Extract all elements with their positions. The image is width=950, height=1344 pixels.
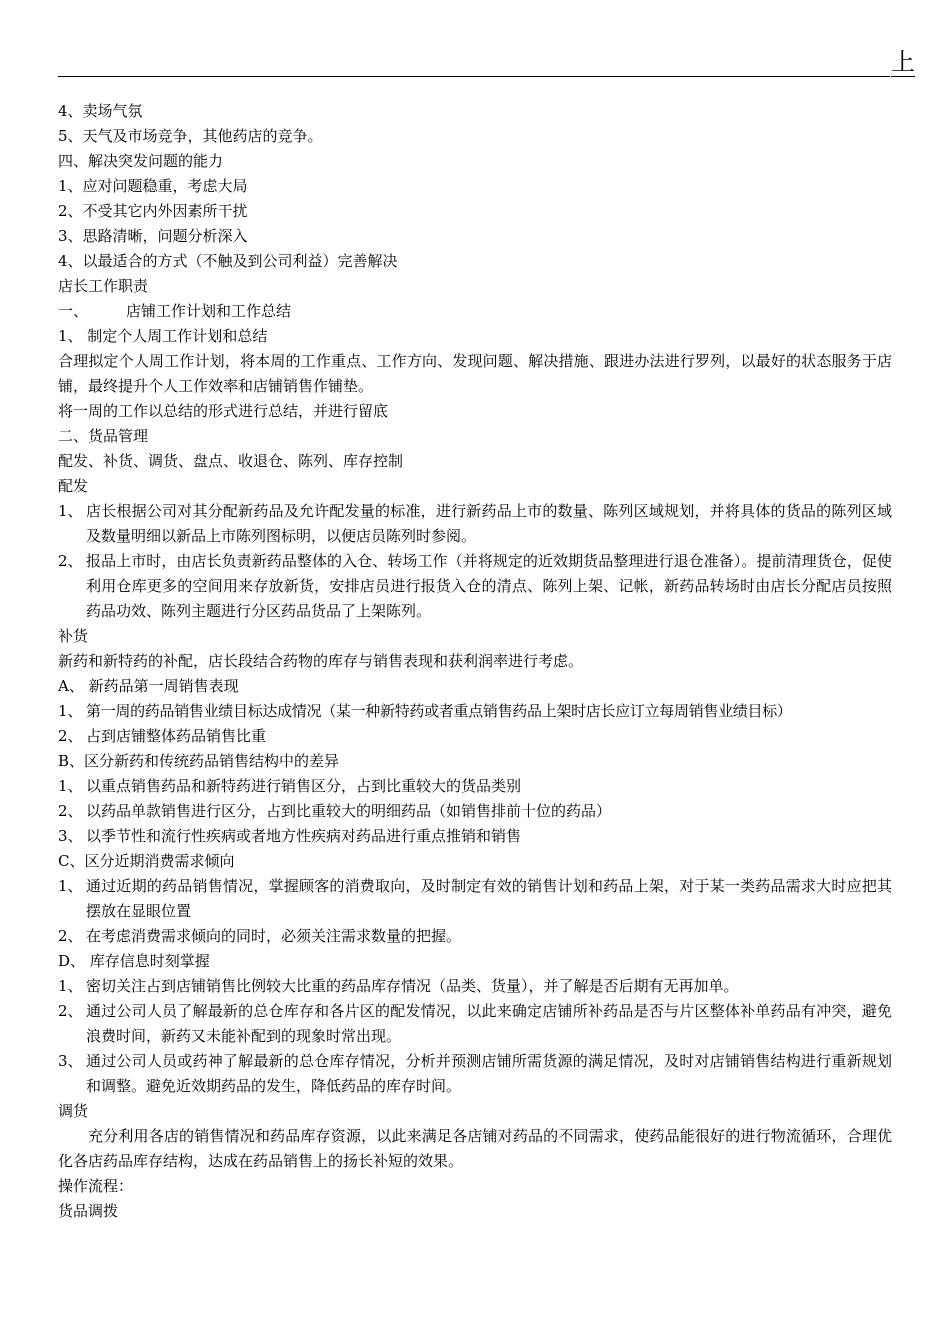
list-item <box>58 1049 892 1099</box>
list-item <box>58 499 892 549</box>
subheading: 配发 <box>58 477 89 495</box>
list-number: 2、 <box>58 927 83 945</box>
paragraph: 充分利用各店的销售情况和药品库存资源，以此来满足各店铺对药品的不同需求，使药品能很好的进行物流循环，合理优化各店药品库存结构，达成在药品销售上的扬长补短的效果。 <box>58 1127 892 1170</box>
heading-number: 一、 <box>58 302 89 320</box>
subheading: C、区分近期消费需求倾向 <box>58 852 235 870</box>
list-number: 3、 <box>58 1052 83 1070</box>
list-text: 报品上市时，由店长负责新药品整体的入仓、转场工作（并将规定的近效期货品整理进行退仓准备）。提前清理货仓，促使利用仓库更多的空间用来存放新货，安排店员进行报货入仓的清点、陈列上架、记帐，新药品转场时由店长分配店员按照药品功效、陈列主题进行分区药品货品了上架陈列。 <box>86 552 892 620</box>
list-number: 1、 <box>58 702 83 720</box>
header-rule <box>58 76 890 77</box>
text-line: 将一周的工作以总结的形式进行总结，并进行留底 <box>58 402 389 420</box>
list-number: 2、 <box>58 727 83 745</box>
list-number: 1、 <box>58 502 83 520</box>
list-text: 通过近期的药品销售情况，掌握顾客的消费取向，及时制定有效的销售计划和药品上架，对于某一类药品需求大时应把其摆放在显眼位置 <box>86 877 892 920</box>
list-item <box>58 724 892 749</box>
subheading: 调货 <box>58 1102 89 1120</box>
section-heading: 店长工作职责 <box>58 277 149 295</box>
subheading: B、区分新药和传统药品销售结构中的差异 <box>58 752 340 770</box>
list-text: 密切关注占到店铺销售比例较大比重的药品库存情况（品类、货量），并了解是否后期有无再加单。 <box>86 977 739 995</box>
list-text: 以重点销售药品和新特药进行销售区分，占到比重较大的货品类别 <box>86 777 522 795</box>
text-line: 3、思路清晰，问题分析深入 <box>58 227 248 245</box>
list-item <box>58 999 892 1049</box>
list-text: 通过公司人员或药神了解最新的总仓库存情况，分析并预测店铺所需货源的满足情况，及时对店铺销售结构进行重新规划和调整。避免近效期药品的发生，降低药品的库存时间。 <box>86 1052 892 1095</box>
subheading: A、 新药品第一周销售表现 <box>58 677 239 695</box>
list-text: 店长根据公司对其分配新药品及允许配发量的标准，进行新药品上市的数量、陈列区域规划，并将具体的货品的陈列区域及数量明细以新品上市陈列图标明，以便店员陈列时参阅。 <box>86 502 892 545</box>
text-line: 5、天气及市场竞争，其他药店的竞争。 <box>58 127 323 145</box>
subheading: 补货 <box>58 627 89 645</box>
list-number: 3、 <box>58 827 83 845</box>
text-line: 2、不受其它内外因素所干扰 <box>58 202 248 220</box>
list-item <box>58 974 892 999</box>
list-text: 以季节性和流行性疾病或者地方性疾病对药品进行重点推销和销售 <box>86 827 522 845</box>
list-number: 1、 <box>58 777 83 795</box>
list-item <box>58 824 892 849</box>
list-number: 1、 <box>58 877 83 895</box>
list-item <box>58 799 892 824</box>
list-text: 占到店铺整体药品销售比重 <box>86 727 267 745</box>
subheading: D、 库存信息时刻掌握 <box>58 952 210 970</box>
text-line: 配发、补货、调货、盘点、收退仓、陈列、库存控制 <box>58 452 404 470</box>
section-heading: 四、解决突发问题的能力 <box>58 152 224 170</box>
list-text: 通过公司人员了解最新的总仓库存和各片区的配发情况，以此来确定店铺所补药品是否与片区整体补单药品有冲突，避免浪费时间，新药又未能补配到的现象时常出现。 <box>86 1002 892 1045</box>
paragraph: 合理拟定个人周工作计划，将本周的工作重点、工作方向、发现问题、解决措施、跟进办法进行罗列，以最好的状态服务于店铺，最终提升个人工作效率和店铺销售作铺垫。 <box>58 352 892 395</box>
list-text: 以药品单款销售进行区分，占到比重较大的明细药品（如销售排前十位的药品） <box>86 802 612 820</box>
section-heading <box>58 299 892 324</box>
heading-text: 店铺工作计划和工作总结 <box>126 302 292 320</box>
list-number: 1、 <box>58 977 83 995</box>
document-body <box>58 99 892 1224</box>
list-number: 2、 <box>58 552 83 570</box>
list-text: 第一周的药品销售业绩目标达成情况（某一种新特药或者重点销售药品上架时店长应订立每周销售业绩目标） <box>86 702 792 720</box>
list-item <box>58 549 892 624</box>
text-line: 1、应对问题稳重，考虑大局 <box>58 177 248 195</box>
text-line: 1、 制定个人周工作计划和总结 <box>58 327 268 345</box>
list-text: 在考虑消费需求倾向的同时，必须关注需求数量的把握。 <box>86 927 462 945</box>
list-number: 2、 <box>58 802 83 820</box>
header-mark: 上 <box>891 48 915 76</box>
text-line: 操作流程： <box>58 1177 134 1195</box>
text-line: 货品调拨 <box>58 1202 119 1220</box>
list-item <box>58 774 892 799</box>
list-item <box>58 699 892 724</box>
list-item <box>58 874 892 924</box>
text-line: 4、卖场气氛 <box>58 102 143 120</box>
text-line: 4、以最适合的方式（不触及到公司利益）完善解决 <box>58 252 398 270</box>
section-heading: 二、货品管理 <box>58 427 149 445</box>
list-number: 2、 <box>58 1002 83 1020</box>
text-line: 新药和新特药的补配，店长段结合药物的库存与销售表现和获利润率进行考虑。 <box>58 652 584 670</box>
list-item <box>58 924 892 949</box>
